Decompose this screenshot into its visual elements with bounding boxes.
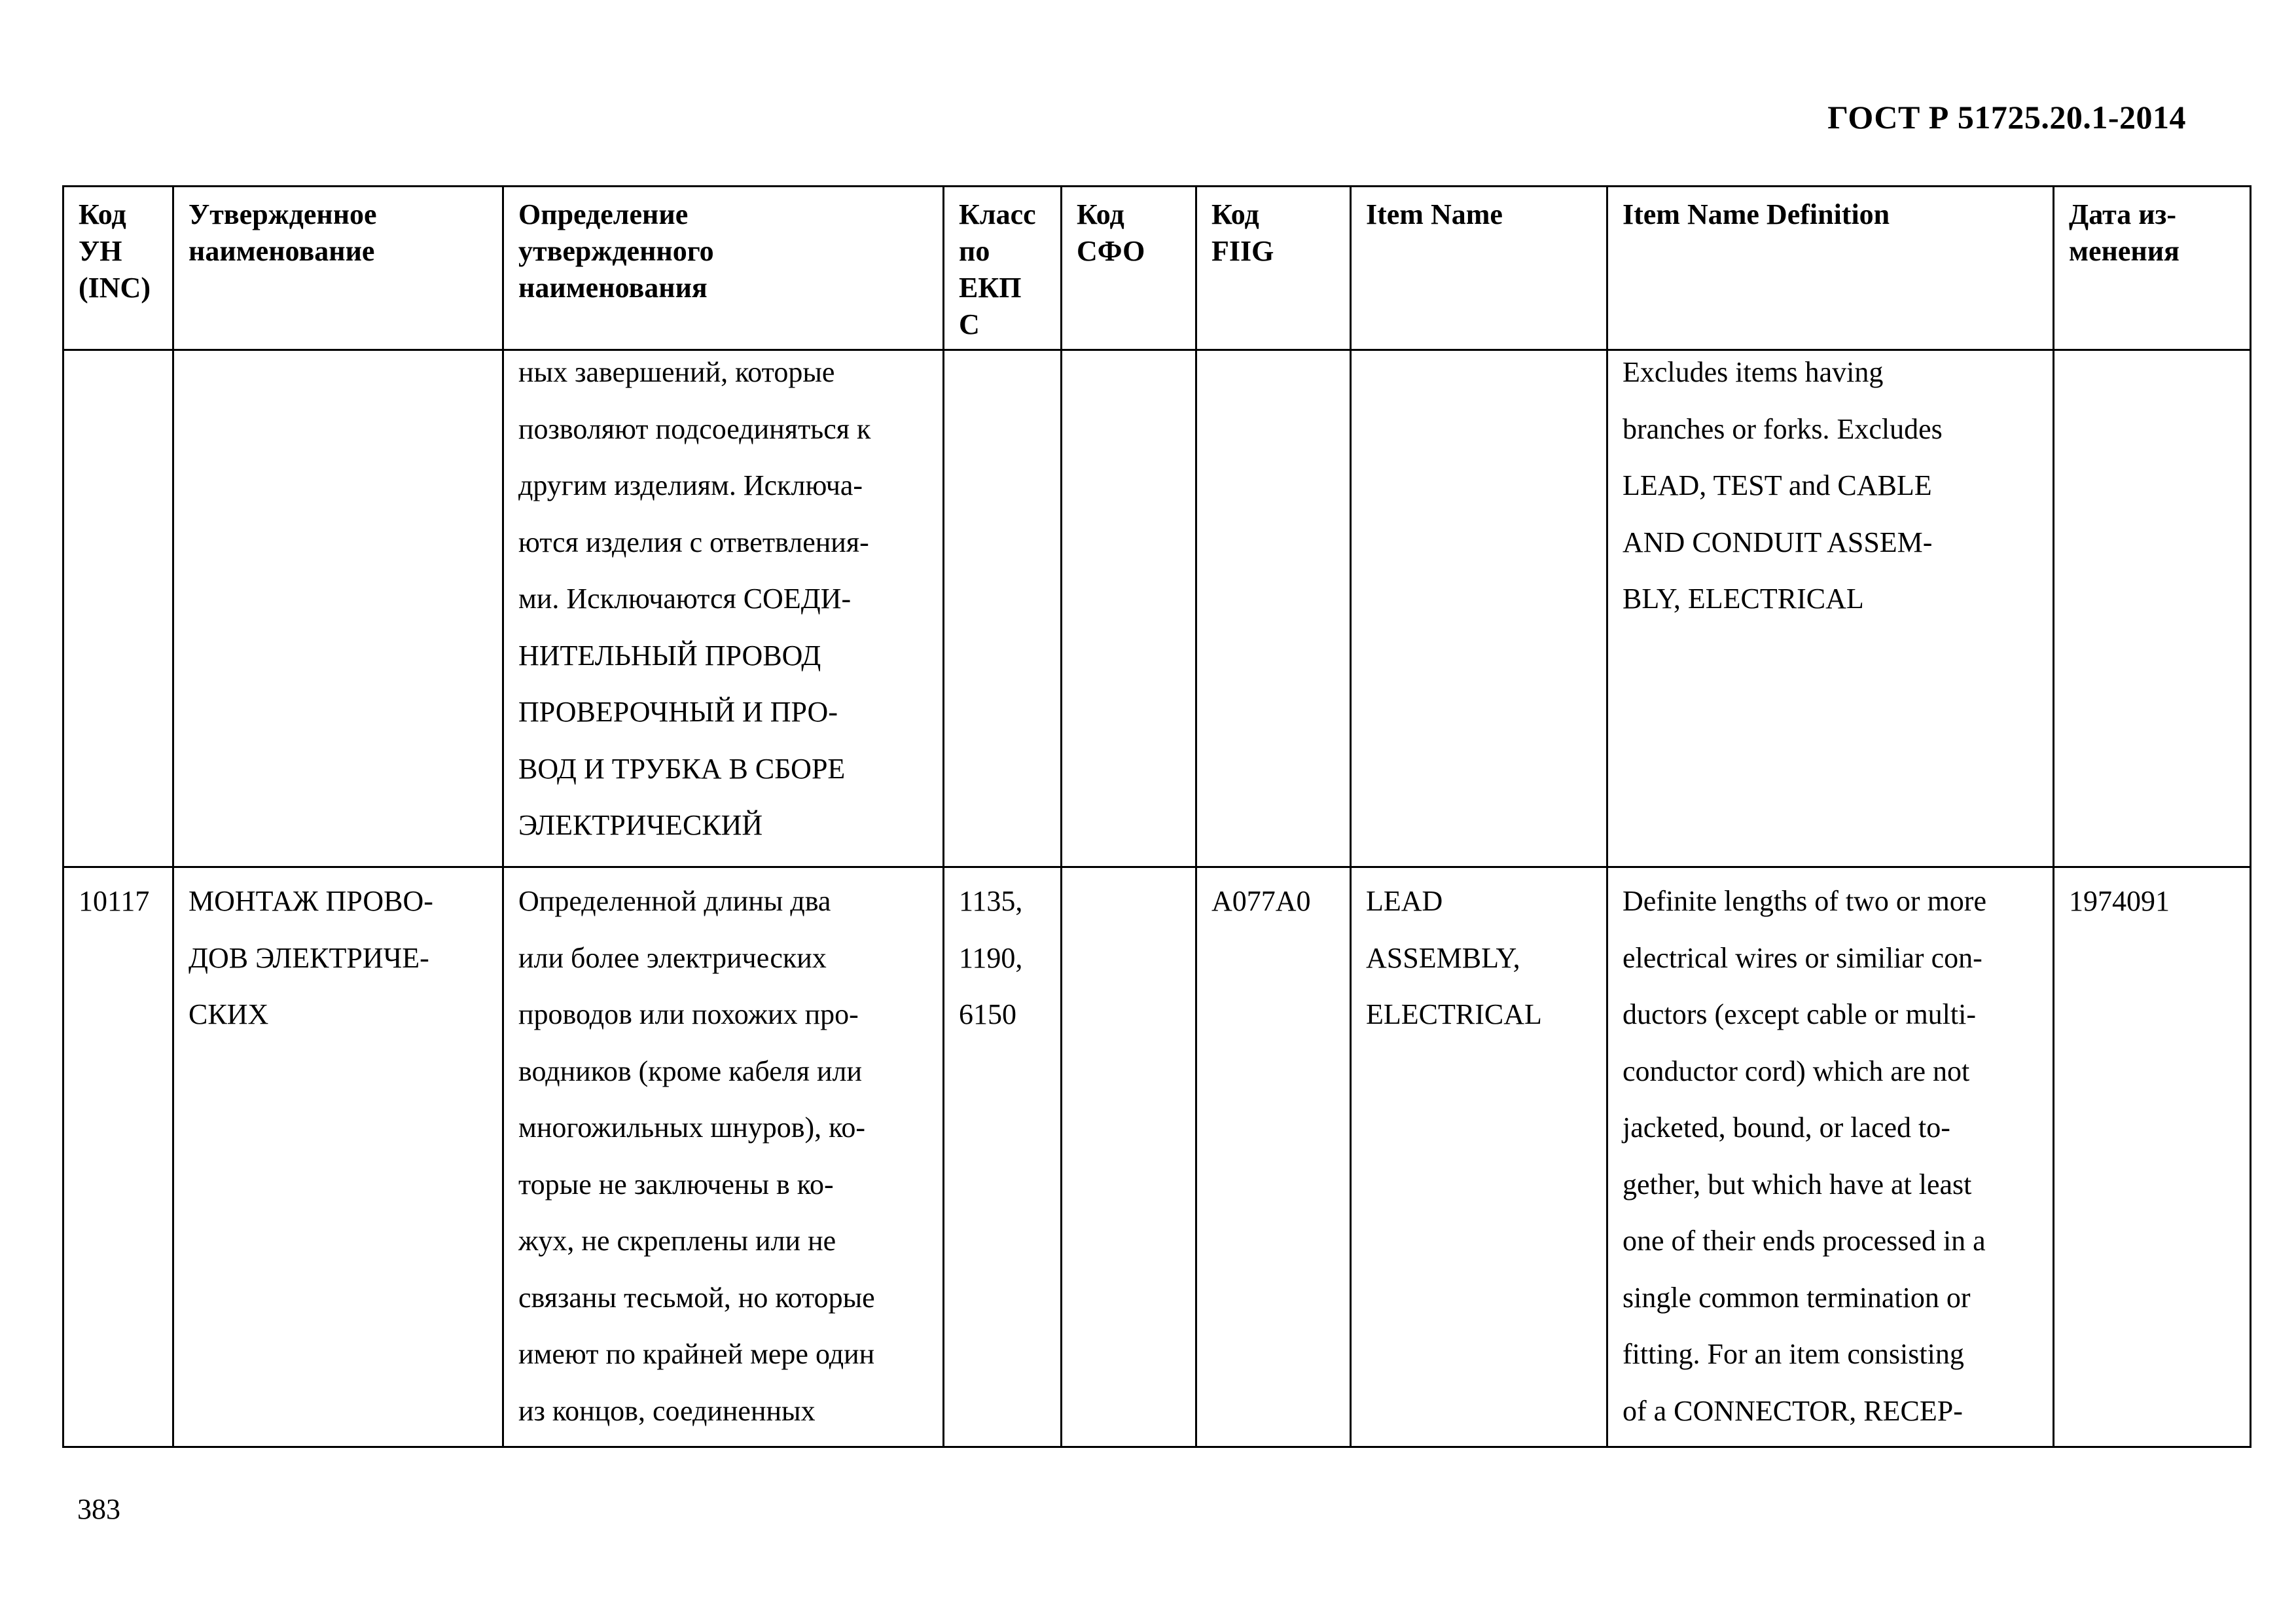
document-code: ГОСТ Р 51725.20.1-2014 [1827,99,2186,135]
col-header-change-date: Дата из- менения [2054,187,2251,350]
cell-inc: 10117 [63,867,173,1447]
cell-item-name [1351,350,1607,867]
cell-item-name: LEAD ASSEMBLY, ELECTRICAL [1351,867,1607,1447]
table-row [63,350,2251,867]
col-header-inc: Код УН (INC) [63,187,173,350]
col-header-item-name-definition: Item Name Definition [1607,187,2054,350]
col-header-approved-name: Утвержденное наименование [173,187,503,350]
col-header-fiig: Код FIIG [1196,187,1351,350]
col-header-definition: Определение утвержденного наименования [503,187,944,350]
cell-class [944,350,1062,867]
cell-definition: Определенной длины два или более электрических проводов или похожих про- водников (кроме кабеля или многожильных шнуров), ко- торые не заключены в ко- жух, не скреплены или не связаны тесьмой, но которые имеют по крайней мере один из концов, соединенных [503,867,944,1447]
cell-approved-name [173,350,503,867]
table-row [63,867,2251,1447]
col-header-item-name: Item Name [1351,187,1607,350]
cell-change-date: 1974091 [2054,867,2251,1447]
col-header-sfo: Код СФО [1062,187,1196,350]
page-number: 383 [77,1493,120,1525]
cell-fiig [1196,350,1351,867]
cell-approved-name: МОНТАЖ ПРОВО- ДОВ ЭЛЕКТРИЧЕ- СКИХ [173,867,503,1447]
cell-sfo [1062,867,1196,1447]
cell-definition: ных завершений, которые позволяют подсоединяться к другим изделиям. Исключа- ются изделия с ответвления- ми. Исключаются СОЕДИ- НИТЕЛЬНЫЙ ПРОВОД ПРОВЕРОЧНЫЙ И ПРО- ВОД И ТРУБКА В СБОРЕ ЭЛЕКТРИЧЕСКИЙ [503,350,944,867]
classification-table [62,185,2251,1448]
cell-class: 1135, 1190, 6150 [944,867,1062,1447]
cell-item-name-definition: Excludes items having branches or forks. Excludes LEAD, TEST and CABLE AND CONDUIT ASSEM- BLY, ELECTRICAL [1607,350,2054,867]
cell-change-date [2054,350,2251,867]
cell-inc [63,350,173,867]
col-header-class: Класс по ЕКП С [944,187,1062,350]
cell-sfo [1062,350,1196,867]
table-header-row [63,187,2251,350]
cell-item-name-definition: Definite lengths of two or more electrical wires or similiar con- ductors (except cable or multi- conductor cord) which are not jacketed, bound, or laced to- gether, but which have at least one of their ends processed in a single common termination or fitting. For an item consisting of a CONNECTOR, RECEP- [1607,867,2054,1447]
cell-fiig: A077A0 [1196,867,1351,1447]
